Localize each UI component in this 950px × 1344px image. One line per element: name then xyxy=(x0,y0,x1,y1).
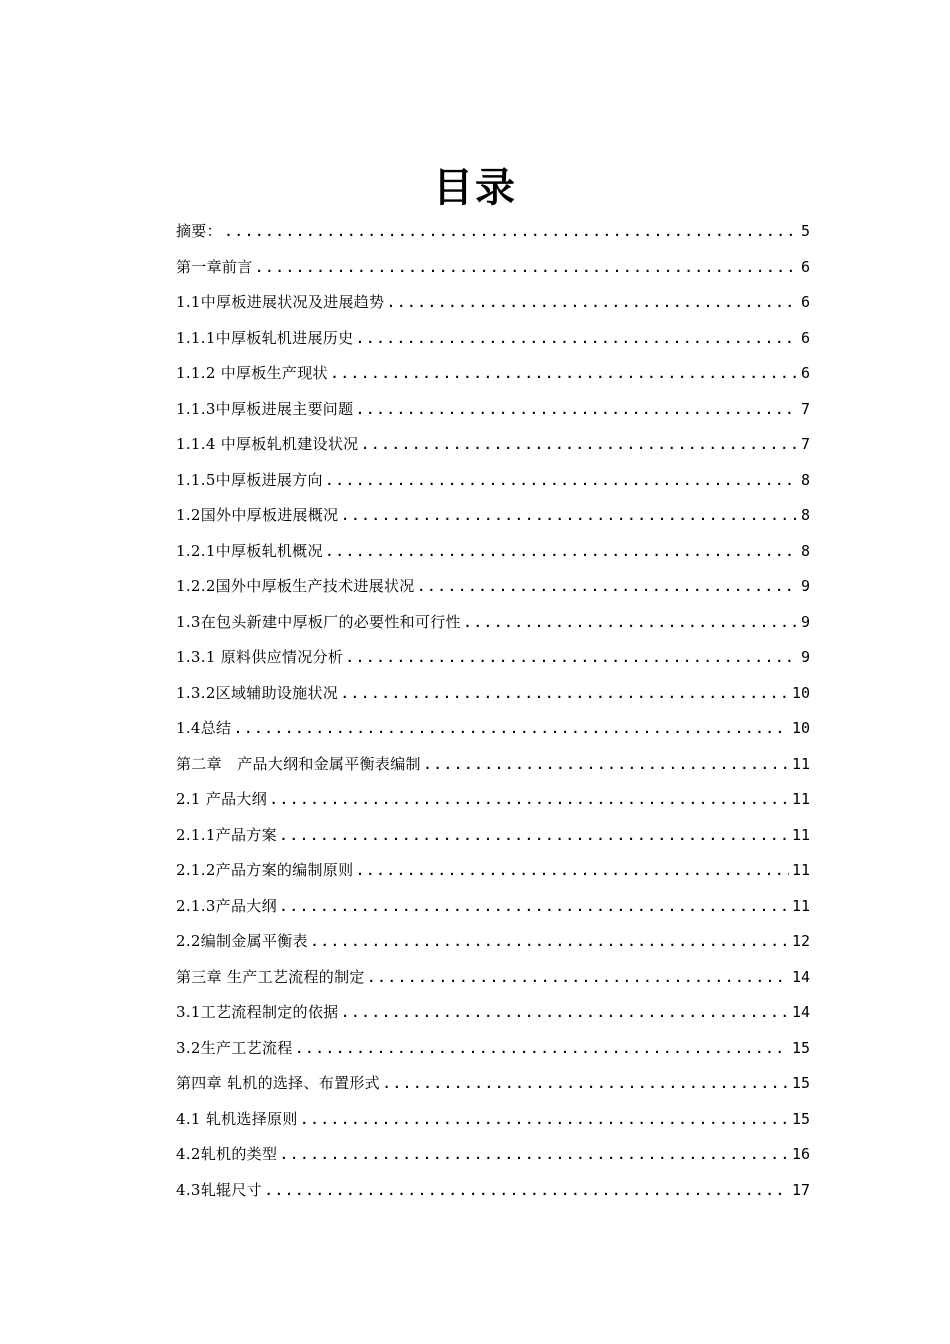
toc-entry[interactable] xyxy=(176,1137,810,1173)
dot-leader xyxy=(280,890,789,926)
toc-entry-page-number: 10 xyxy=(791,683,810,702)
dot-leader xyxy=(341,499,798,535)
toc-entry-page-number: 12 xyxy=(791,932,810,950)
toc-entry[interactable] xyxy=(176,1173,810,1209)
toc-entry-title: 摘要： xyxy=(176,222,222,240)
dot-leader xyxy=(356,854,789,890)
dot-leader xyxy=(356,322,798,358)
toc-entry[interactable] xyxy=(176,924,810,960)
dot-leader xyxy=(341,996,788,1032)
toc-entry-title: 1.1.1中厚板轧机进展历史 xyxy=(176,328,354,347)
toc-entry-title: 第三章 生产工艺流程的制定 xyxy=(176,967,365,986)
dot-leader xyxy=(341,677,789,713)
toc-entry-title: 1.3.2区域辅助设施状况 xyxy=(176,683,339,702)
toc-entry[interactable] xyxy=(176,534,810,570)
toc-entry[interactable] xyxy=(176,676,810,712)
toc-entry-title: 2.1.2产品方案的编制原则 xyxy=(176,861,354,879)
toc-entry-page-number: 9 xyxy=(800,612,810,631)
toc-entry-page-number: 11 xyxy=(791,861,810,879)
toc-entry-title: 第一章前言 xyxy=(176,257,253,276)
toc-entry[interactable] xyxy=(176,747,810,783)
toc-entry-page-number: 6 xyxy=(800,293,810,311)
toc-entry-title: 1.2.1中厚板轧机概况 xyxy=(176,541,323,560)
dot-leader xyxy=(387,286,798,322)
toc-entry-title: 1.1.3中厚板进展主要问题 xyxy=(176,399,354,418)
toc-entry-page-number: 10 xyxy=(791,719,810,737)
dot-leader xyxy=(296,1032,789,1068)
toc-entry[interactable] xyxy=(176,498,810,534)
toc-entry-title: 2.2编制金属平衡表 xyxy=(176,932,308,950)
toc-entry-page-number: 11 xyxy=(791,825,810,844)
dot-leader xyxy=(418,570,798,606)
toc-entry-page-number: 9 xyxy=(800,648,810,666)
toc-entry-title: 1.3.1 原料供应情况分析 xyxy=(176,648,344,666)
dot-leader xyxy=(383,1067,789,1103)
dot-leader xyxy=(301,1103,789,1139)
toc-entry[interactable] xyxy=(176,711,810,747)
toc-entry[interactable] xyxy=(176,605,810,641)
toc-entry[interactable] xyxy=(176,995,810,1031)
dot-leader xyxy=(234,712,789,748)
toc-entry[interactable] xyxy=(176,392,810,428)
toc-entry-page-number: 8 xyxy=(800,470,810,489)
toc-entry-title: 1.2国外中厚板进展概况 xyxy=(176,506,339,524)
dot-leader xyxy=(280,1138,789,1174)
page-title: 目录 xyxy=(433,164,517,211)
toc-entry-title: 2.1.1产品方案 xyxy=(176,825,277,844)
dot-leader xyxy=(280,819,789,855)
toc-entry[interactable] xyxy=(176,285,810,321)
toc-entry-page-number: 11 xyxy=(791,754,810,773)
toc-entry[interactable] xyxy=(176,250,810,286)
toc-entry-page-number: 8 xyxy=(800,541,810,560)
toc-entry-title: 2.1.3产品大纲 xyxy=(176,896,277,915)
dot-leader xyxy=(424,748,789,784)
toc-entry-page-number: 6 xyxy=(800,257,810,276)
dot-leader xyxy=(356,393,798,429)
toc-entry[interactable] xyxy=(176,1066,810,1102)
table-of-contents xyxy=(176,214,810,1208)
dot-leader xyxy=(331,357,798,393)
toc-entry-page-number: 6 xyxy=(800,364,810,382)
dot-leader xyxy=(368,961,789,997)
toc-entry-page-number: 15 xyxy=(791,1038,810,1057)
toc-entry-title: 1.1中厚板进展状况及进展趋势 xyxy=(176,293,385,311)
toc-entry-title: 1.4总结 xyxy=(176,719,232,737)
dot-leader xyxy=(361,428,798,464)
toc-entry[interactable] xyxy=(176,960,810,996)
toc-entry[interactable] xyxy=(176,356,810,392)
toc-entry-page-number: 14 xyxy=(791,1003,810,1021)
toc-entry-page-number: 5 xyxy=(800,222,810,240)
toc-entry-title: 1.3在包头新建中厚板厂的必要性和可行性 xyxy=(176,612,461,631)
toc-entry-page-number: 16 xyxy=(791,1145,810,1163)
toc-entry-page-number: 7 xyxy=(800,399,810,418)
toc-entry[interactable] xyxy=(176,818,810,854)
toc-entry-title: 4.1 轧机选择原则 xyxy=(176,1109,298,1128)
toc-entry-title: 1.1.2 中厚板生产现状 xyxy=(176,364,328,382)
toc-entry[interactable] xyxy=(176,214,810,250)
dot-leader xyxy=(464,606,798,642)
dot-leader xyxy=(256,251,798,287)
toc-entry-title: 2.1 产品大纲 xyxy=(176,790,268,808)
toc-entry-page-number: 7 xyxy=(800,435,810,453)
dot-leader xyxy=(326,464,798,500)
toc-entry[interactable] xyxy=(176,853,810,889)
toc-entry[interactable] xyxy=(176,1031,810,1067)
toc-entry-page-number: 6 xyxy=(800,328,810,347)
dot-leader xyxy=(225,215,798,251)
toc-entry-title: 4.3轧辊尺寸 xyxy=(176,1180,262,1199)
toc-entry-page-number: 14 xyxy=(791,967,810,986)
toc-entry[interactable] xyxy=(176,1102,810,1138)
toc-entry-title: 1.2.2国外中厚板生产技术进展状况 xyxy=(176,577,415,595)
toc-entry-page-number: 9 xyxy=(800,577,810,595)
toc-entry[interactable] xyxy=(176,569,810,605)
toc-entry-page-number: 17 xyxy=(791,1180,810,1199)
dot-leader xyxy=(265,1174,789,1210)
toc-entry[interactable] xyxy=(176,640,810,676)
toc-entry-title: 1.1.4 中厚板轧机建设状况 xyxy=(176,435,359,453)
toc-entry-page-number: 15 xyxy=(791,1074,810,1092)
toc-entry-title: 4.2轧机的类型 xyxy=(176,1145,278,1163)
dot-leader xyxy=(311,925,789,961)
toc-entry[interactable] xyxy=(176,889,810,925)
dot-leader xyxy=(326,535,798,571)
toc-entry-title: 1.1.5中厚板进展方向 xyxy=(176,470,323,489)
toc-entry-page-number: 8 xyxy=(800,506,810,524)
toc-entry-title: 第二章 产品大纲和金属平衡表编制 xyxy=(176,754,421,773)
toc-entry[interactable] xyxy=(176,427,810,463)
toc-entry-page-number: 11 xyxy=(791,896,810,915)
toc-entry[interactable] xyxy=(176,321,810,357)
toc-entry[interactable] xyxy=(176,782,810,818)
dot-leader xyxy=(346,641,798,677)
toc-entry-title: 3.2生产工艺流程 xyxy=(176,1038,293,1057)
toc-entry-title: 第四章 轧机的选择、布置形式 xyxy=(176,1074,380,1092)
dot-leader xyxy=(270,783,789,819)
toc-entry-title: 3.1工艺流程制定的依据 xyxy=(176,1003,339,1021)
toc-entry-page-number: 15 xyxy=(791,1109,810,1128)
toc-entry-page-number: 11 xyxy=(791,790,810,808)
toc-entry[interactable] xyxy=(176,463,810,499)
